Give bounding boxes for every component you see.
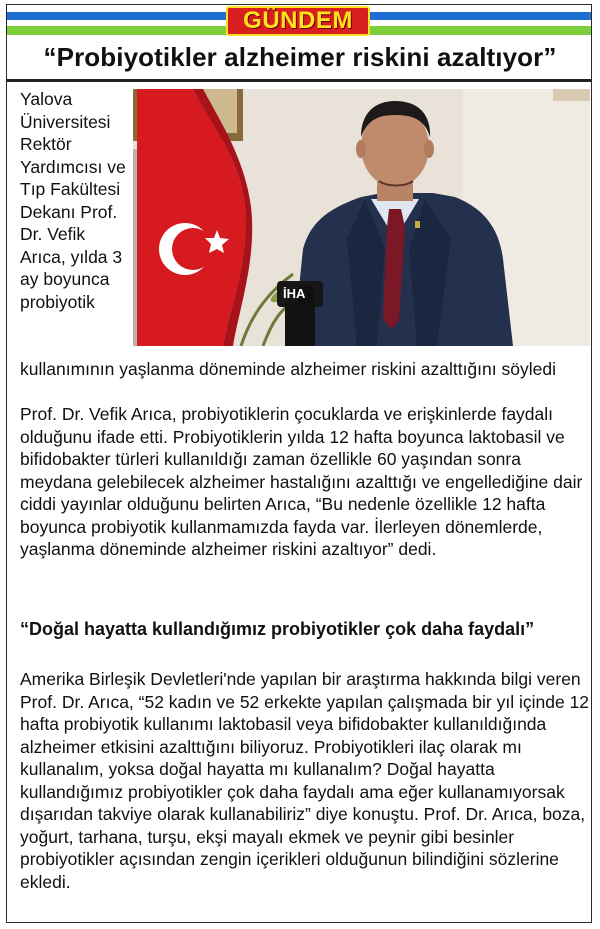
photo-watermark: İHA (283, 286, 306, 301)
headline: “Probiyotikler alzheimer riskini azaltıyor” (43, 42, 557, 72)
paragraph-1: Prof. Dr. Vefik Arıca, probiyotiklerin çocuklarda ve erişkinlerde faydalı olduğunu ifade etti. Probiyotiklerin yılda 12 hafta boyunca laktobasil ve bifidobakter türleri kullanıldığı zaman özellikle 60 yaşından sonra meydana gelebilecek alzheimer hastalığını azalttığı ve engellediğine dair ciddi yayınlar olduğunu belirten Arıca, “Bu nedenle özellikle 12 hafta boyunca probiyotik kullanmamızda fayda var. İlerleyen dönemlerde, yaşlanma döneminde alzheimer riskini azaltıyor” dedi. (20, 404, 583, 559)
article-photo (133, 89, 590, 346)
lead-text: Yalova Üniversitesi Rektör Yardımcısı ve Tıp Fakültesi Dekanı Prof. Dr. Vefik Arıca, yılda 3 ay boyunca probiyotik (20, 89, 126, 312)
paragraph-2: Amerika Birleşik Devletleri'nde yapılan bir araştırma hakkında bilgi veren Prof. Dr. Arıca, “52 kadın ve 52 erkekte yapılan çalışmada bir yıl içinde 12 hafta probiyotik kullanımı laktobasil veya bifidobakter kullanıldığında alzheimer etkisini azalttığını biliyoruz. Probiyotikleri ilaç olarak mı kullanalım, yoksa doğal hayatta mı kullanalım? Doğal hayatta kullandığımız probiyotikler çok daha faydalı ama eğer kullanamıyorsak dışarıdan takviye olarak kullanabiliriz” diye konuştu. Prof. Dr. Arıca, boza, yoğurt, tarhana, turşu, ekşi mayalı ekmek ve peynir gibi besinler probiyotikler açısından zengin içerikleri olduğunun bilindiğini sözlerine ekledi. (20, 669, 590, 892)
section-label: GÜNDEM (226, 6, 370, 36)
lead-continuation: kullanımının yaşlanma döneminde alzheimer riskini azalttığını söyledi (20, 359, 556, 379)
subheading: “Doğal hayatta kullandığımız probiyotikler çok daha faydalı” (20, 619, 535, 639)
headline-rule (7, 79, 591, 82)
